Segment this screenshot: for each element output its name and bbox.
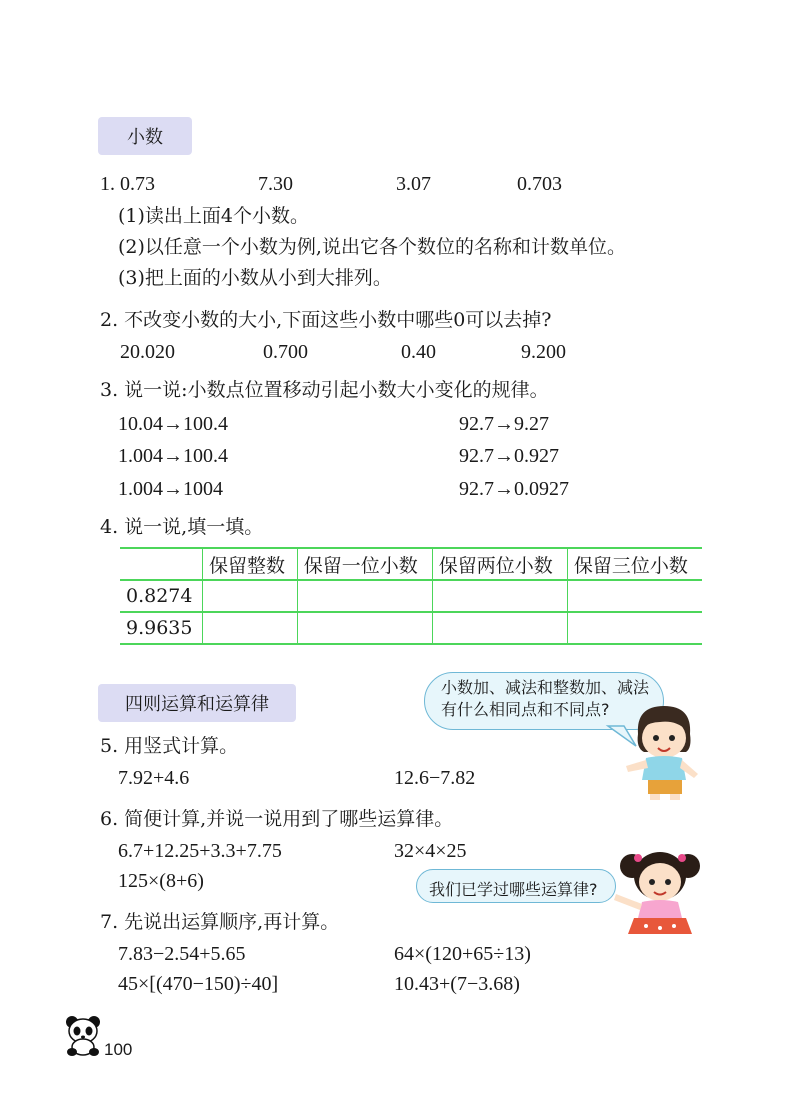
q2-value: 0.700 — [263, 341, 308, 363]
q2-text: 2. 不改变小数的大小,下面这些小数中哪些0可以去掉? — [100, 309, 552, 331]
q1-value: 0.703 — [517, 173, 562, 195]
q3-right-expr: 92.7→9.27 — [459, 413, 549, 435]
table-header-cell — [120, 548, 203, 580]
q4-text: 4. 说一说,填一填。 — [100, 516, 264, 538]
answer-cell[interactable] — [567, 580, 702, 612]
bubble-text: 我们已学过哪些运算律? — [429, 880, 598, 899]
answer-cell[interactable] — [297, 612, 432, 644]
panda-icon — [64, 1014, 104, 1058]
table-row-label: 9.9635 — [120, 612, 203, 644]
boy-illustration — [620, 700, 706, 802]
table-header-cell: 保留一位小数 — [297, 548, 432, 580]
section-title: 小数 — [127, 127, 163, 148]
q3-right-expr: 92.7→0.927 — [459, 445, 559, 467]
q1-sub: (3)把上面的小数从小到大排列。 — [118, 267, 392, 289]
answer-cell[interactable] — [203, 580, 298, 612]
table-row — [120, 580, 702, 612]
answer-cell[interactable] — [203, 612, 298, 644]
q3-right-expr: 92.7→0.0927 — [459, 478, 569, 500]
q7-expr: 7.83−2.54+5.65 — [118, 943, 246, 965]
q6-expr: 6.7+12.25+3.3+7.75 — [118, 840, 282, 862]
q7-expr: 64×(120+65÷13) — [394, 943, 531, 965]
q5-expr: 7.92+4.6 — [118, 767, 190, 789]
q3-left-expr: 1.004→1004 — [118, 478, 223, 500]
table-header-cell: 保留两位小数 — [432, 548, 567, 580]
section-tag-operations — [98, 684, 296, 722]
q1-sub: (2)以任意一个小数为例,说出它各个数位的名称和计数单位。 — [118, 236, 626, 258]
q5-text: 5. 用竖式计算。 — [100, 735, 239, 757]
q7-expr: 45×[(470−150)÷40] — [118, 973, 279, 995]
q6-expr: 32×4×25 — [394, 840, 467, 862]
table-row — [120, 612, 702, 644]
q1-value: 3.07 — [396, 173, 431, 195]
page-number: 100 — [104, 1040, 133, 1059]
girl-illustration — [612, 842, 708, 936]
bubble-text: 小数加、减法和整数加、减法 — [441, 678, 650, 697]
answer-cell[interactable] — [297, 580, 432, 612]
q3-left-expr: 10.04→100.4 — [118, 413, 228, 435]
q3-left-expr: 1.004→100.4 — [118, 445, 228, 467]
answer-cell[interactable] — [432, 580, 567, 612]
q3-text: 3. 说一说:小数点位置移动引起小数大小变化的规律。 — [100, 379, 549, 401]
q6-expr: 125×(8+6) — [118, 870, 204, 892]
q2-value: 0.40 — [401, 341, 436, 363]
q1-sub: (1)读出上面4个小数。 — [118, 205, 310, 227]
q1-label: 1. 0.73 — [100, 173, 155, 195]
table-header-cell: 保留整数 — [203, 548, 298, 580]
speech-bubble-girl — [416, 869, 616, 903]
table-header-cell: 保留三位小数 — [567, 548, 702, 580]
q5-expr: 12.6−7.82 — [394, 767, 476, 789]
rounding-table — [120, 547, 702, 645]
q2-value: 9.200 — [521, 341, 566, 363]
section-tag-decimals — [98, 117, 192, 155]
table-header-row — [120, 548, 702, 580]
section-title: 四则运算和运算律 — [125, 694, 269, 715]
q2-value: 20.020 — [120, 341, 175, 363]
q1-value: 7.30 — [258, 173, 293, 195]
q6-text: 6. 简便计算,并说一说用到了哪些运算律。 — [100, 808, 454, 830]
q7-expr: 10.43+(7−3.68) — [394, 973, 520, 995]
answer-cell[interactable] — [567, 612, 702, 644]
table-row-label: 0.8274 — [120, 580, 203, 612]
answer-cell[interactable] — [432, 612, 567, 644]
q7-text: 7. 先说出运算顺序,再计算。 — [100, 911, 340, 933]
bubble-text: 有什么相同点和不同点? — [441, 700, 610, 719]
